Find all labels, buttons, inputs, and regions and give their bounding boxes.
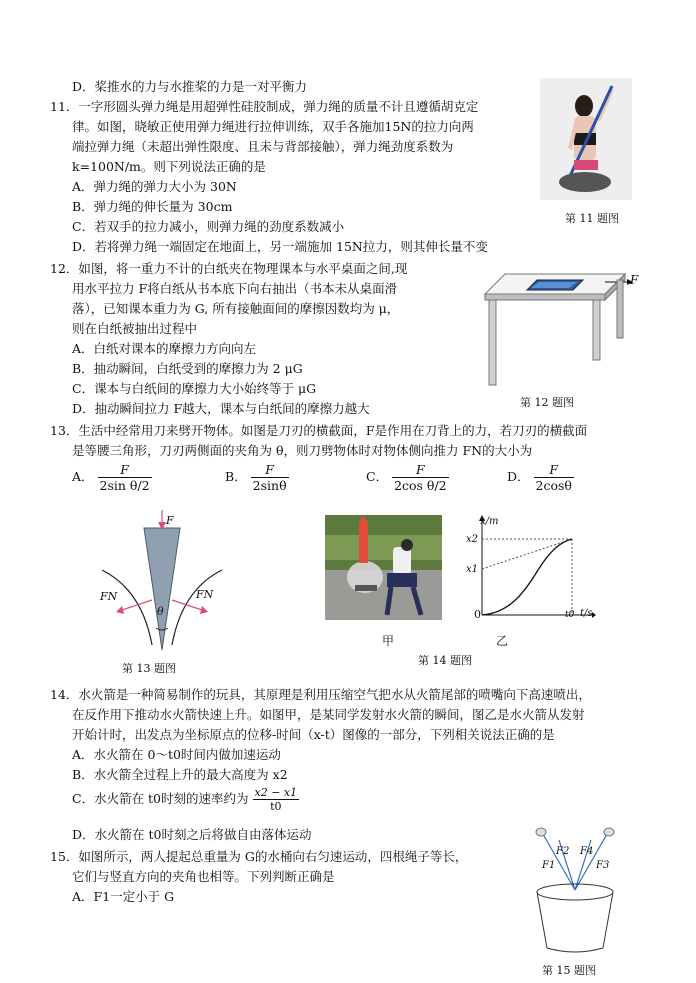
q13-force-f-label: F [166, 514, 174, 527]
q14-graph-x2-label: x2 [466, 534, 479, 545]
q11-photo [540, 78, 632, 200]
q14-graph-x-axis-label: t/s [580, 608, 593, 619]
q11-stem-line1: 11．一字形圆头弹力绳是用超弹性硅胶制成，弹力绳的质量不计且遵循胡克定 [50, 99, 479, 114]
q13-option-b [225, 462, 289, 493]
q12-stem-line4: 则在白纸被抽出过程中 [72, 321, 198, 336]
q13-option-a-den: 2sin θ/2 [99, 478, 150, 493]
q11-figure-caption: 第 11 题图 [565, 212, 619, 225]
q14-stem-line1: 14．水火箭是一种简易制作的玩具，其原理是利用压缩空气把水从火箭尾部的喷嘴向下高速喷出， [50, 687, 591, 702]
q13-option-b-num: F [251, 462, 289, 478]
q14-figure-caption: 第 14 题图 [418, 654, 472, 667]
q13-force-fn-right-label: FN [196, 588, 214, 601]
q13-option-c-den: 2cos θ/2 [394, 478, 447, 493]
q11-option-b: B．弹力绳的伸长量为 30cm [72, 199, 233, 214]
q15-stem-line1: 15．如图所示，两人提起总重量为 G的水桶向右匀速运动，四根绳子等长， [50, 849, 468, 864]
q14-stem-line2: 在反作用下推动水火箭快速上升。如图甲，是某同学发射水火箭的瞬间，图乙是水火箭从发射 [72, 707, 585, 722]
q13-figure-caption: 第 13 题图 [122, 662, 176, 675]
q15-option-a: A．F1一定小于 G [72, 889, 175, 904]
q14-rocket-photo [325, 515, 442, 620]
q13-option-a-num: F [98, 462, 152, 478]
q12-option-c: C．课本与白纸间的摩擦力大小始终等于 μG [72, 381, 317, 396]
q14-xt-graph [468, 515, 596, 623]
q15-force-f2-label: F2 [556, 846, 570, 857]
q13-option-c-label: C． [366, 469, 389, 484]
q14-rocket-illustration [325, 515, 442, 620]
q12-stem-line1: 12．如图，将一重力不计的白纸夹在物理课本与水平桌面之间,现 [50, 261, 408, 276]
q14-figure-jia-label: 甲 [382, 634, 395, 648]
q14-graph-y-axis-label: x/m [480, 516, 499, 527]
q13-force-fn-left-label: FN [100, 590, 118, 603]
q12-stem-line2: 用水平拉力 F将白纸从书本底下向右抽出（书本未从桌面滑 [72, 281, 398, 296]
q13-stem-line2: 是等腰三角形，刀刃两侧面的夹角为 θ，则刀劈物体时对物体侧向推力 FN的大小为 [72, 443, 533, 458]
q11-stem-line2: 律。如图，晓敏正使用弹力绳进行拉伸训练，双手各施加15N的拉力向两 [72, 119, 474, 134]
q11-stem-line3: 端拉弹力绳（未超出弹性限度、且未与背部接触），弹力绳劲度系数为 [72, 139, 454, 154]
q14-option-d: D．水火箭在 t0时刻之后将做自由落体运动 [72, 827, 312, 842]
q11-option-a: A．弹力绳的弹力大小为 30N [72, 179, 237, 194]
q13-option-b-den: 2sinθ [252, 478, 287, 493]
q15-bucket-figure [525, 826, 625, 956]
q13-option-a [72, 462, 152, 493]
q15-force-f4-label: F4 [580, 846, 594, 857]
q13-option-d-num: F [534, 462, 574, 478]
q11-photo-illustration [540, 78, 632, 200]
q13-stem-line1: 13．生活中经常用刀来劈开物体。如图是刀刃的横截面，F是作用在刀背上的力，若刀刃的横截面 [50, 423, 588, 438]
q12-table-figure [455, 262, 650, 387]
q14-option-c-text: C．水火箭在 t0时刻的速率约为 [72, 791, 249, 806]
q15-force-f3-label: F3 [596, 860, 610, 871]
q14-option-b: B．水火箭全过程上升的最大高度为 x2 [72, 767, 288, 782]
q14-graph-origin-label: 0 [474, 608, 481, 621]
q14-option-c [72, 786, 299, 813]
q10-option-d: D．桨推水的力与水推桨的力是一对平衡力 [72, 79, 308, 94]
q11-option-c: C．若双手的拉力减小，则弹力绳的劲度系数减小 [72, 219, 345, 234]
q13-option-b-label: B． [225, 469, 247, 484]
q12-stem-line3: 落），已知课本重力为 G, 所有接触面间的摩擦因数均为 μ， [72, 301, 400, 316]
q13-knife-figure [92, 510, 232, 650]
q14-graph-t0-label: t0 [565, 610, 575, 620]
q14-option-c-den: t0 [270, 800, 282, 813]
q12-force-f-label: F [630, 273, 639, 287]
q14-figure-yi-label: 乙 [496, 634, 509, 648]
q14-option-c-num: x2 − x1 [254, 786, 298, 799]
q14-graph-x1-label: x1 [466, 564, 479, 575]
q15-force-f1-label: F1 [542, 860, 556, 871]
q13-option-d [507, 462, 574, 493]
q13-option-c [366, 462, 449, 493]
q13-angle-theta-label: θ [157, 605, 164, 618]
q12-option-d: D．抽动瞬间拉力 F越大，课本与白纸间的摩擦力越大 [72, 401, 370, 416]
q15-stem-line2: 它们与竖直方向的夹角也相等。下列判断正确是 [72, 869, 335, 884]
q14-option-a: A．水火箭在 0～t0时间内做加速运动 [72, 747, 281, 762]
q14-stem-line3: 开始计时，出发点为坐标原点的位移-时间（x-t）图像的一部分，下列相关说法正确的是 [72, 727, 555, 742]
q12-option-a: A．白纸对课本的摩擦力方向向左 [72, 341, 257, 356]
q13-option-d-label: D． [507, 469, 530, 484]
q15-figure-caption: 第 15 题图 [542, 964, 596, 977]
q13-option-d-den: 2cosθ [535, 478, 572, 493]
q12-option-b: B．抽动瞬间，白纸受到的摩擦力为 2 μG [72, 361, 303, 376]
q11-stem-line4: k=100N/m。则下列说法正确的是 [72, 159, 266, 174]
q13-option-c-num: F [392, 462, 449, 478]
q12-figure-caption: 第 12 题图 [520, 396, 574, 409]
q13-option-a-label: A． [72, 469, 94, 484]
q11-option-d: D．若将弹力绳一端固定在地面上，另一端施加 15N拉力，则其伸长量不变 [72, 239, 488, 254]
